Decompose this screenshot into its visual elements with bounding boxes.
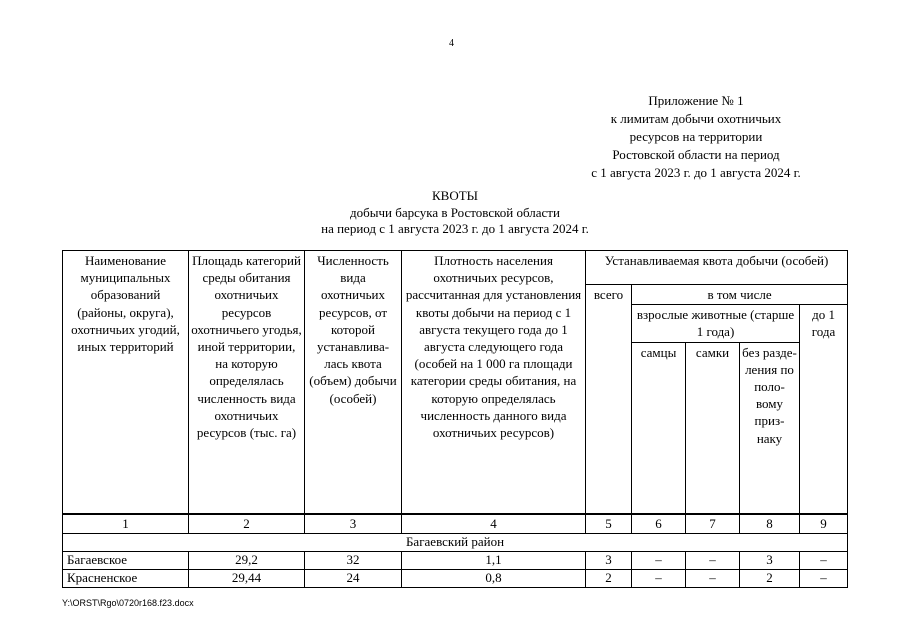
cell-density: 1,1 <box>402 552 586 570</box>
cell-males: – <box>632 570 686 588</box>
section-header: Багаевский район <box>63 534 848 552</box>
header-area: Площадь категорий среды обитания охотничьих ресурсов охотничьего угодья, иной территории, на которую определялась численность вида охотничьих ресурсов (тыс. га) <box>189 251 305 515</box>
appendix-line: Ростовской области на период <box>612 147 780 162</box>
cell-density: 0,8 <box>402 570 586 588</box>
header-density: Плотность населения охотничьих ресурсов, рассчитанная для установления квоты добычи на период с 1 августа текущего года до 1 августа следующего года (особей на 1 000 га площади категории среды обитания, на которую определялась численность данного вида охотничьих ресурсов) <box>402 251 586 515</box>
header-females: самки <box>686 342 740 514</box>
quota-table <box>62 250 848 588</box>
table-row <box>63 552 848 570</box>
cell-females: – <box>686 570 740 588</box>
column-number: 5 <box>586 514 632 534</box>
appendix-line: Приложение № 1 <box>648 93 744 108</box>
appendix-block <box>546 92 846 182</box>
table-row <box>63 570 848 588</box>
header-total: всего <box>586 285 632 515</box>
document-title <box>240 188 670 238</box>
file-path-footer: Y:\ORST\Rgo\0720r168.f23.docx <box>62 598 194 608</box>
column-number: 6 <box>632 514 686 534</box>
cell-count: 32 <box>305 552 402 570</box>
appendix-line: ресурсов на территории <box>629 129 763 144</box>
column-number: 3 <box>305 514 402 534</box>
cell-name: Красненское <box>63 570 189 588</box>
column-number: 1 <box>63 514 189 534</box>
title-period: на период с 1 августа 2023 г. до 1 августа 2024 г. <box>321 221 589 236</box>
header-males: самцы <box>632 342 686 514</box>
header-adults: взрослые животные (старше 1 года) <box>632 305 800 342</box>
cell-area: 29,2 <box>189 552 305 570</box>
cell-no-sex: 2 <box>740 570 800 588</box>
cell-no-sex: 3 <box>740 552 800 570</box>
header-including: в том числе <box>632 285 848 305</box>
header-municipality: Наименование муниципальных образований (районы, округа), охотничьих угодий, иных территорий <box>63 251 189 515</box>
title-subtitle: добычи барсука в Ростовской области <box>350 204 560 220</box>
header-quota: Устанавливаемая квота добычи (особей) <box>586 251 848 285</box>
column-number: 7 <box>686 514 740 534</box>
header-population: Численность вида охотничьих ресурсов, от которой устанавлива-лась квота (объем) добычи (особей) <box>305 251 402 515</box>
column-number: 2 <box>189 514 305 534</box>
header-no-sex: без разде-ления по поло-вому приз-наку <box>740 342 800 514</box>
cell-males: – <box>632 552 686 570</box>
cell-area: 29,44 <box>189 570 305 588</box>
cell-total: 3 <box>586 552 632 570</box>
appendix-line: с 1 августа 2023 г. до 1 августа 2024 г. <box>591 165 801 180</box>
cell-females: – <box>686 552 740 570</box>
appendix-line: к лимитам добычи охотничьих <box>610 111 782 126</box>
header-under-1-year: до 1 года <box>800 305 848 514</box>
cell-total: 2 <box>586 570 632 588</box>
column-number: 4 <box>402 514 586 534</box>
title-heading: КВОТЫ <box>431 188 478 203</box>
cell-name: Багаевское <box>63 552 189 570</box>
cell-under-1: – <box>800 552 848 570</box>
cell-under-1: – <box>800 570 848 588</box>
column-number: 9 <box>800 514 848 534</box>
page-number: 4 <box>449 38 454 49</box>
column-number: 8 <box>740 514 800 534</box>
cell-count: 24 <box>305 570 402 588</box>
